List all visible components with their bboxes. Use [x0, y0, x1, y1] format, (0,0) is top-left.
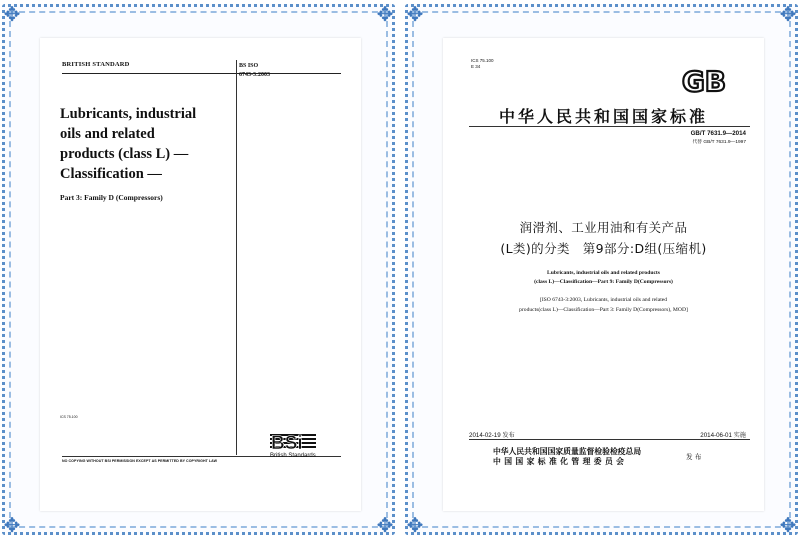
divider	[469, 126, 750, 127]
title-en-line1: Lubricants, industrial oils and related products	[547, 270, 660, 276]
svg-text:GB: GB	[681, 66, 727, 96]
doc-number: BS ISO 6743-3:2003	[239, 63, 270, 78]
ornament-icon: ✥	[376, 2, 394, 26]
title-en-line2: (class L)—Classification—Part 9: Family D(Compressors)	[534, 279, 673, 285]
iso-reference-line1: [ISO 6743-3:2003, Lubricants, industrial oils and related	[539, 297, 668, 303]
ornament-icon: ✥	[3, 513, 21, 537]
standard-label: BRITISH STANDARD	[62, 61, 130, 68]
ornament-icon: ✥	[779, 2, 797, 26]
classification-codes: ICS 75.100 E 34	[471, 58, 494, 69]
document-part: Part 3: Family D (Compressors)	[60, 193, 163, 202]
bs-cover-page	[40, 38, 361, 511]
title-cn-line2: (L类)的分类 第9部分:D组(压缩机)	[500, 241, 707, 256]
right-document-scan	[405, 4, 798, 535]
publisher-name: British Standards	[270, 453, 316, 459]
publisher-line1: 中华人民共和国国家质量监督检验检疫总局	[493, 447, 642, 456]
ornament-icon: ✥	[779, 513, 797, 537]
standard-code: GB/T 7631.9—2014	[690, 130, 746, 137]
release-label: 发 布	[686, 453, 702, 461]
ornament-icon: ✥	[406, 513, 424, 537]
ornament-icon: ✥	[376, 513, 394, 537]
left-document-scan	[2, 4, 395, 535]
bs-header	[62, 60, 341, 74]
document-title: Lubricants, industrial oils and related products (class L) — Classification —	[60, 106, 197, 182]
gb-cover-page	[443, 38, 764, 511]
ics-code: ICS 75.100	[60, 415, 78, 419]
copyright-notice: NO COPYING WITHOUT BSI PERMISSION EXCEPT AS PERMITTED BY COPYRIGHT LAW	[62, 459, 218, 463]
iso-reference-line2: products(class L)—Classification—Part 3: Family D(Compressors), MOD]	[519, 307, 688, 313]
replaces-code: 代替 GB/T 7631.9—1997	[692, 140, 746, 145]
gb-logo	[675, 66, 733, 96]
divider	[469, 439, 750, 440]
publisher-line2: 中国国家标准化管理委员会	[493, 457, 628, 466]
ornament-icon: ✥	[406, 2, 424, 26]
ornament-icon: ✥	[3, 2, 21, 26]
implement-date: 2014-06-01 实施	[700, 432, 746, 439]
title-cn-line1: 润滑剂、工业用油和有关产品	[519, 220, 688, 235]
svg-text:BSi: BSi	[271, 433, 303, 452]
issue-date: 2014-02-19 发布	[469, 432, 515, 439]
bsi-logo	[270, 432, 316, 452]
national-standard-heading: 中华人民共和国国家标准	[498, 107, 708, 126]
